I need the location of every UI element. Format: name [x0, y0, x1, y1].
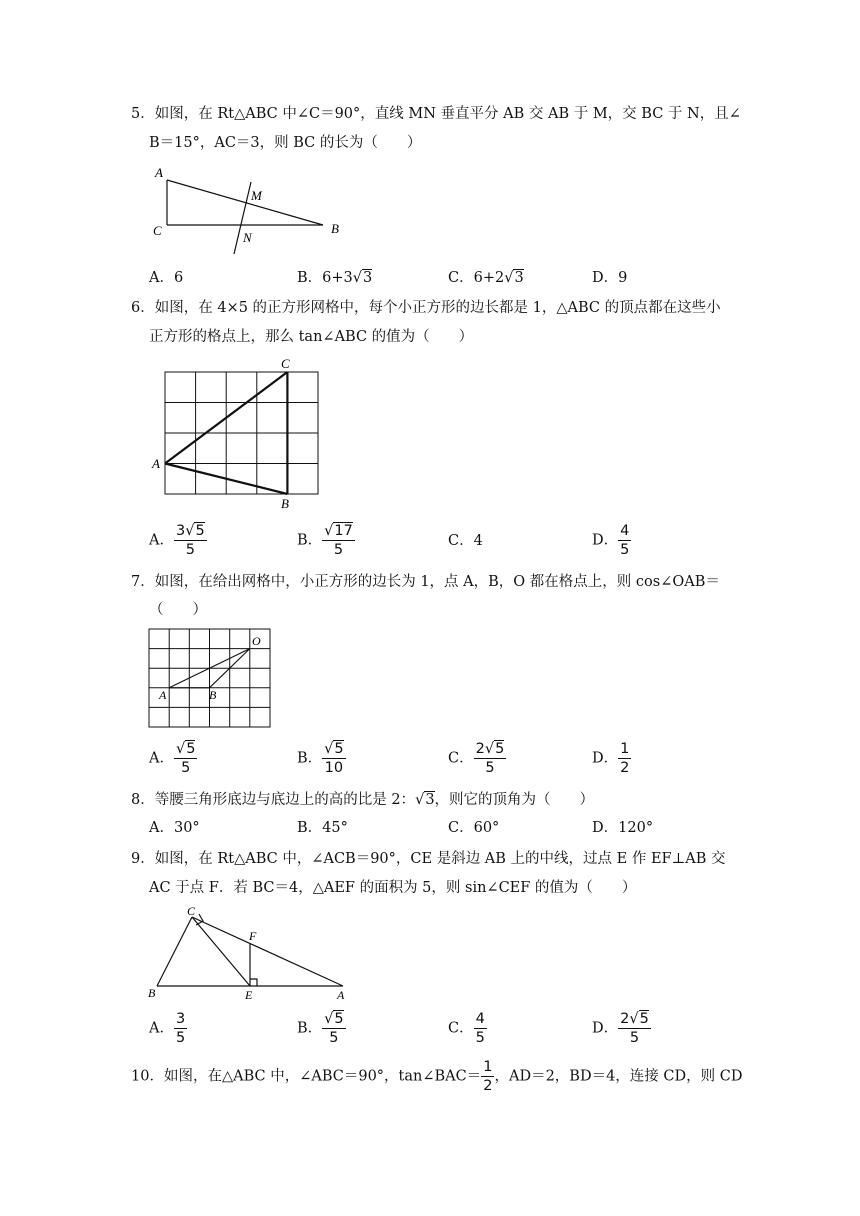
q9-figure	[145, 903, 360, 1003]
q5-figure	[145, 162, 355, 262]
q7-option-d: D． $\frac{1}{2}$	[592, 741, 630, 776]
q9-line1: 9．如图，在 Rt△ABC 中，∠ACB＝90°，CE 是斜边 AB 上的中线，过点 E 作 EF⊥AB 交	[131, 851, 726, 867]
q10-line1: 10．如图，在△ABC 中，∠ABC＝90°，tan∠BAC＝ $\frac{1}{2}$ ，AD＝2，BD＝4，连接 CD，则 CD	[131, 1059, 743, 1094]
q7-line2: （ ）	[149, 602, 207, 618]
q6-option-c: C．4	[448, 533, 483, 549]
q9-option-d: D． $\frac{2√5}{5}$	[592, 1011, 649, 1046]
q7-figure	[145, 625, 280, 730]
q7-label-A: A	[159, 688, 167, 702]
q9-line2: AC 于点 F．若 BC＝4，△AEF 的面积为 5，则 sin∠CEF 的值为（ ）	[149, 880, 637, 896]
q5-label-A: A	[155, 165, 163, 180]
q6-option-b: B． $\frac{√17}{5}$	[297, 523, 353, 558]
q9-label-B: B	[148, 986, 156, 1000]
q5-line1: 5．如图，在 Rt△ABC 中∠C＝90°，直线 MN 垂直平分 AB 交 AB 于 M，交 BC 于 N，且∠	[131, 106, 741, 122]
q6-figure	[150, 355, 330, 515]
q9-label-C: C	[187, 904, 196, 918]
q8-line1: 8．等腰三角形底边与底边上的高的比是 2：√3，则它的顶角为（ ）	[131, 792, 595, 808]
q7-option-c: C． $\frac{2√5}{5}$	[448, 741, 505, 776]
q6-option-d: D． $\frac{4}{5}$	[592, 523, 630, 558]
q9-option-c: C． $\frac{4}{5}$	[448, 1011, 485, 1046]
q6-line1: 6．如图，在 4×5 的正方形网格中，每个小正方形的边长都是 1，△ABC 的顶点都在这些小	[131, 300, 721, 316]
q5-option-d: D．9	[592, 270, 628, 286]
q6-label-C: C	[281, 356, 290, 371]
q8-option-c: C．60°	[448, 820, 500, 836]
q7-line1: 7．如图，在给出网格中，小正方形的边长为 1，点 A，B，O 都在格点上，则 cos∠OAB＝	[131, 574, 720, 590]
q5-option-c: C．6+2√3	[448, 270, 524, 286]
q7-label-O: O	[252, 634, 261, 648]
q5-line2: B＝15°，AC＝3，则 BC 的长为（ ）	[149, 135, 422, 151]
q5-option-b: B．6+3√3	[297, 270, 373, 286]
q5-option-a: A．6	[149, 270, 184, 286]
q6-line2: 正方形的格点上，那么 tan∠ABC 的值为（ ）	[149, 329, 474, 345]
q7-option-a: A． $\frac{√5}{5}$	[149, 741, 196, 776]
q9-label-E: E	[245, 988, 253, 1002]
q5-label-M: M	[251, 188, 262, 203]
q7-label-B: B	[209, 688, 217, 702]
q8-option-b: B．45°	[297, 820, 348, 836]
q7-option-b: B． $\frac{√5}{10}$	[297, 741, 344, 776]
q9-label-A: A	[337, 988, 345, 1002]
q9-option-a: A． $\frac{3}{5}$	[149, 1011, 186, 1046]
q5-label-C: C	[153, 223, 162, 238]
q5-label-N: N	[243, 230, 252, 245]
q9-label-F: F	[249, 929, 257, 943]
q9-option-b: B． $\frac{√5}{5}$	[297, 1011, 344, 1046]
q8-option-a: A．30°	[149, 820, 200, 836]
q6-label-B: B	[281, 496, 289, 511]
q6-label-A: A	[152, 456, 160, 471]
q5-label-B: B	[331, 221, 339, 236]
q6-option-a: A． $\frac{3√5}{5}$	[149, 523, 205, 558]
q8-option-d: D．120°	[592, 820, 654, 836]
